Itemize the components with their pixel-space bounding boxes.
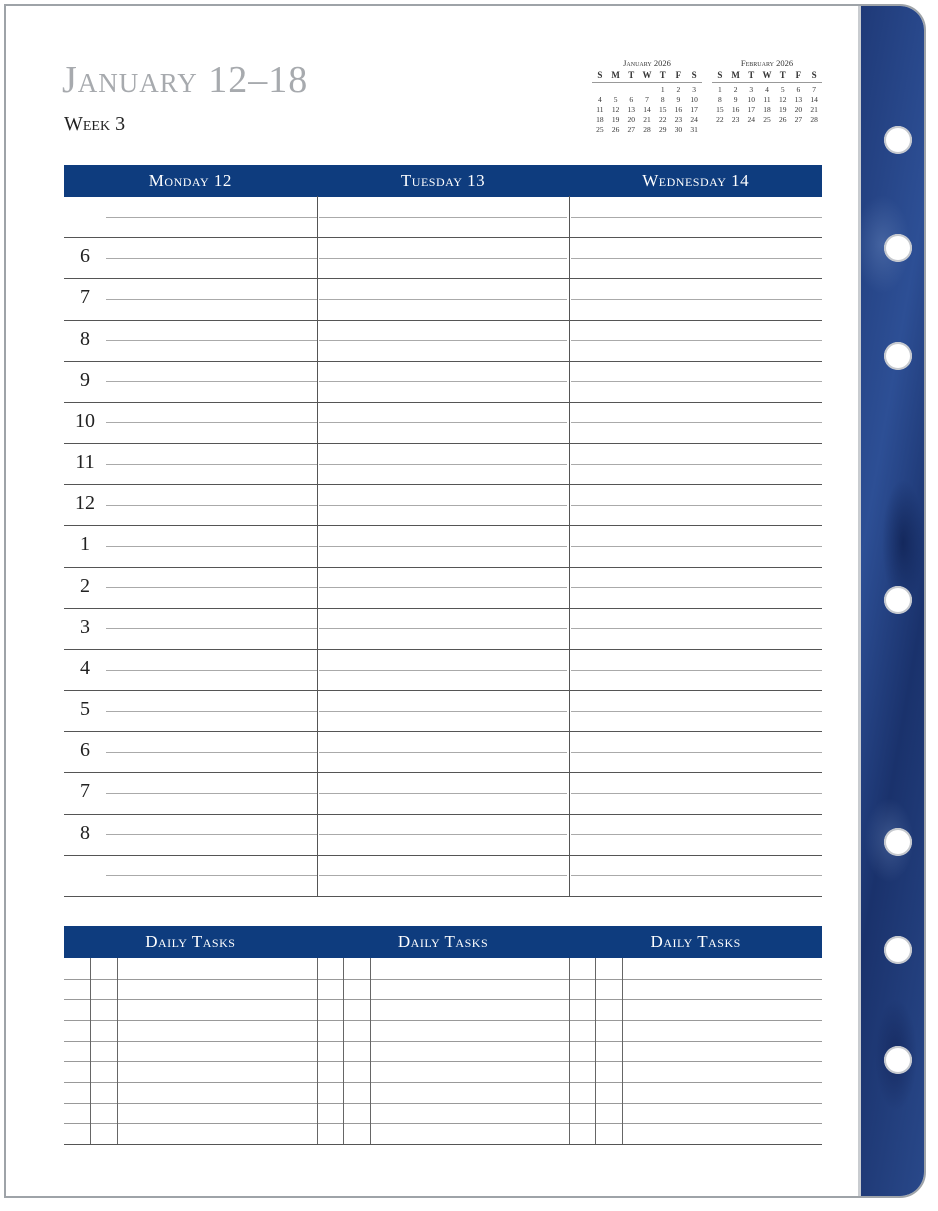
calendar-day: 4 [765,85,769,94]
hour-line [64,484,822,485]
half-hour-line [571,546,822,547]
hour-label: 5 [80,698,90,721]
calendar-day: 6 [796,85,801,94]
weekday-letter: S [691,70,697,80]
task-line [64,1103,822,1104]
calendar-day: 21 [643,115,651,124]
calendar-day: 19 [611,115,620,124]
calendar-day: 13 [794,95,803,104]
hour-line [64,855,822,856]
mini-calendar-weekdays [712,70,822,83]
calendar-day [639,85,655,94]
hour-label: 9 [80,368,90,391]
calendar-day: 18 [763,105,771,114]
half-hour-line [319,793,568,794]
hour-label: 7 [80,286,90,309]
binder-hole [884,828,912,856]
half-hour-line [571,381,822,382]
task-checkbox-column [370,958,371,1144]
calendar-day: 28 [810,115,818,124]
calendar-day: 19 [778,105,787,114]
half-hour-line [319,711,568,712]
half-hour-line [106,340,317,341]
day-header-wednesday: Wednesday 14 [642,171,750,190]
weekday-letter: F [795,70,802,80]
calendar-day: 30 [674,125,683,134]
calendar-day: 5 [613,95,618,104]
hour-label: 7 [80,780,90,803]
weekday-letter: T [779,70,786,80]
weekday-letter: M [731,70,740,80]
half-hour-line [319,340,568,341]
half-hour-line [106,834,317,835]
binder-hole [884,1046,912,1074]
hour-line [64,772,822,773]
half-hour-line [106,711,317,712]
half-hour-line [571,587,822,588]
task-checkbox-column [343,958,344,1144]
binder-hole [884,342,912,370]
task-line [64,1061,822,1062]
half-hour-line [106,793,317,794]
mini-calendar-title: February 2026 [740,58,794,68]
half-hour-line [106,670,317,671]
half-hour-line [319,464,568,465]
half-hour-line [106,217,317,218]
hour-line [64,278,822,279]
hour-label: 6 [80,245,90,268]
half-hour-line [319,217,568,218]
calendar-day: 7 [645,95,649,104]
calendar-day: 1 [660,85,665,94]
binder-hole [884,936,912,964]
calendar-day: 26 [611,125,620,134]
mini-calendar-january [592,58,702,134]
calendar-day: 15 [658,105,667,114]
binder-hole [884,126,912,154]
half-hour-line [319,546,568,547]
column-divider [569,958,570,1144]
calendar-day: 16 [731,105,740,114]
mini-calendar-weekdays [592,70,702,83]
task-line [64,1144,822,1145]
half-hour-line [106,464,317,465]
binder-hole [884,234,912,262]
calendar-day: 25 [596,125,604,134]
half-hour-line [571,505,822,506]
calendar-day: 3 [749,85,754,94]
hour-label: 1 [80,533,90,556]
half-hour-line [106,587,317,588]
calendar-day: 20 [794,105,803,114]
half-hour-line [106,422,317,423]
task-checkbox-column [622,958,623,1144]
calendar-day: 27 [627,125,636,134]
column-divider [317,196,318,896]
calendar-day: 31 [690,125,698,134]
half-hour-line [106,875,317,876]
weekday-letter: S [811,70,817,80]
tasks-header: Daily Tasks [397,932,489,951]
half-hour-line [319,628,568,629]
half-hour-line [106,505,317,506]
half-hour-line [571,340,822,341]
calendar-day: 1 [717,85,722,94]
week-label: Week 3 [64,113,126,135]
half-hour-line [319,752,568,753]
task-line [64,999,822,1000]
calendar-day: 21 [810,105,818,114]
hour-line [64,690,822,691]
calendar-day: 13 [627,105,636,114]
half-hour-line [319,381,568,382]
half-hour-line [319,875,568,876]
binder-hole [884,586,912,614]
calendar-day: 8 [660,95,665,104]
column-divider [317,958,318,1144]
mini-calendar-days [592,85,702,134]
half-hour-line [571,422,822,423]
hour-line [64,525,822,526]
mini-calendar-days [712,85,822,124]
page-title: January 12–18 [62,59,309,101]
half-hour-line [106,299,317,300]
calendar-day: 18 [596,115,604,124]
calendar-day: 14 [643,105,651,114]
weekday-letter: S [717,70,723,80]
half-hour-line [571,258,822,259]
calendar-day: 5 [780,85,785,94]
hour-line [64,320,822,321]
half-hour-line [106,258,317,259]
hour-label: 2 [80,574,90,597]
half-hour-line [106,381,317,382]
task-line [64,1020,822,1021]
tasks-header: Daily Tasks [145,932,236,951]
calendar-day: 26 [778,115,787,124]
calendar-day: 22 [716,115,724,124]
half-hour-line [319,670,568,671]
task-line [64,1082,822,1083]
calendar-day: 8 [717,95,722,104]
calendar-day: 7 [812,85,817,94]
weekday-letter: F [675,70,682,80]
hour-line [64,814,822,815]
half-hour-line [571,670,822,671]
calendar-day: 11 [596,105,604,114]
half-hour-line [571,752,822,753]
task-checkbox-column [117,958,118,1144]
task-checkbox-column [90,958,91,1144]
hour-label: 8 [80,327,90,350]
half-hour-line [319,834,568,835]
calendar-day: 23 [674,115,683,124]
calendar-day: 6 [629,95,634,104]
calendar-day: 10 [690,95,698,104]
weekday-letter: T [659,70,666,80]
task-line [64,979,822,980]
calendar-day: 4 [597,95,602,104]
task-checkbox-column [595,958,596,1144]
schedule-grid [64,196,822,896]
half-hour-line [571,299,822,300]
mini-calendar-february [712,58,822,124]
calendar-day: 3 [692,85,697,94]
hour-label: 12 [75,492,95,515]
task-line [64,1041,822,1042]
weekday-letter: W [642,70,652,80]
day-header-band [64,165,822,197]
calendar-day: 25 [763,115,771,124]
half-hour-line [571,793,822,794]
calendar-day: 20 [627,115,636,124]
hour-label: 3 [80,615,90,638]
calendar-day [623,85,639,94]
calendar-day: 15 [716,105,724,114]
half-hour-line [106,628,317,629]
column-divider [569,196,570,896]
half-hour-line [319,422,568,423]
hour-line [64,237,822,238]
mini-calendar-title: January 2026 [623,58,671,68]
half-hour-line [319,505,568,506]
calendar-day: 9 [676,95,681,104]
calendar-day: 14 [810,95,818,104]
hour-line [64,649,822,650]
calendar-day: 9 [733,95,738,104]
calendar-day: 2 [676,85,681,94]
calendar-day: 28 [643,125,651,134]
calendar-day: 10 [747,95,756,104]
hour-line [64,731,822,732]
weekday-letter: T [748,70,755,80]
calendar-day: 23 [731,115,740,124]
calendar-day [592,85,608,94]
hour-label: 8 [80,821,90,844]
calendar-day: 12 [611,105,620,114]
hour-label: 10 [75,409,95,432]
half-hour-line [571,628,822,629]
calendar-day: 2 [733,85,738,94]
half-hour-line [106,752,317,753]
calendar-day: 24 [747,115,756,124]
weekday-letter: W [762,70,772,80]
calendar-day: 29 [658,125,667,134]
hour-line [64,608,822,609]
half-hour-line [319,258,568,259]
hour-line [64,567,822,568]
hour-line [64,896,822,897]
hour-line [64,443,822,444]
hour-label: 11 [75,451,95,474]
calendar-day: 12 [778,95,787,104]
calendar-day: 11 [763,95,771,104]
calendar-day: 17 [747,105,756,114]
calendar-day: 27 [794,115,803,124]
calendar-day: 24 [690,115,698,124]
half-hour-line [571,464,822,465]
half-hour-line [106,546,317,547]
hour-label: 4 [80,656,90,679]
calendar-day: 16 [674,105,683,114]
half-hour-line [571,834,822,835]
half-hour-line [571,875,822,876]
tasks-header: Daily Tasks [650,932,741,951]
half-hour-line [319,587,568,588]
hour-label: 6 [80,739,90,762]
weekday-letter: S [597,70,603,80]
calendar-day [608,85,624,94]
hour-line [64,402,822,403]
task-line [64,1123,822,1124]
weekday-letter: M [611,70,620,80]
half-hour-line [319,299,568,300]
half-hour-line [571,711,822,712]
half-hour-line [571,217,822,218]
day-header-monday: Monday 12 [148,171,232,190]
calendar-day: 22 [658,115,667,124]
daily-tasks-grid [64,958,822,1144]
calendar-day: 17 [690,105,698,114]
weekday-letter: T [628,70,635,80]
day-header-tuesday: Tuesday 13 [400,171,486,190]
hour-line [64,361,822,362]
tasks-header-band [64,926,822,958]
